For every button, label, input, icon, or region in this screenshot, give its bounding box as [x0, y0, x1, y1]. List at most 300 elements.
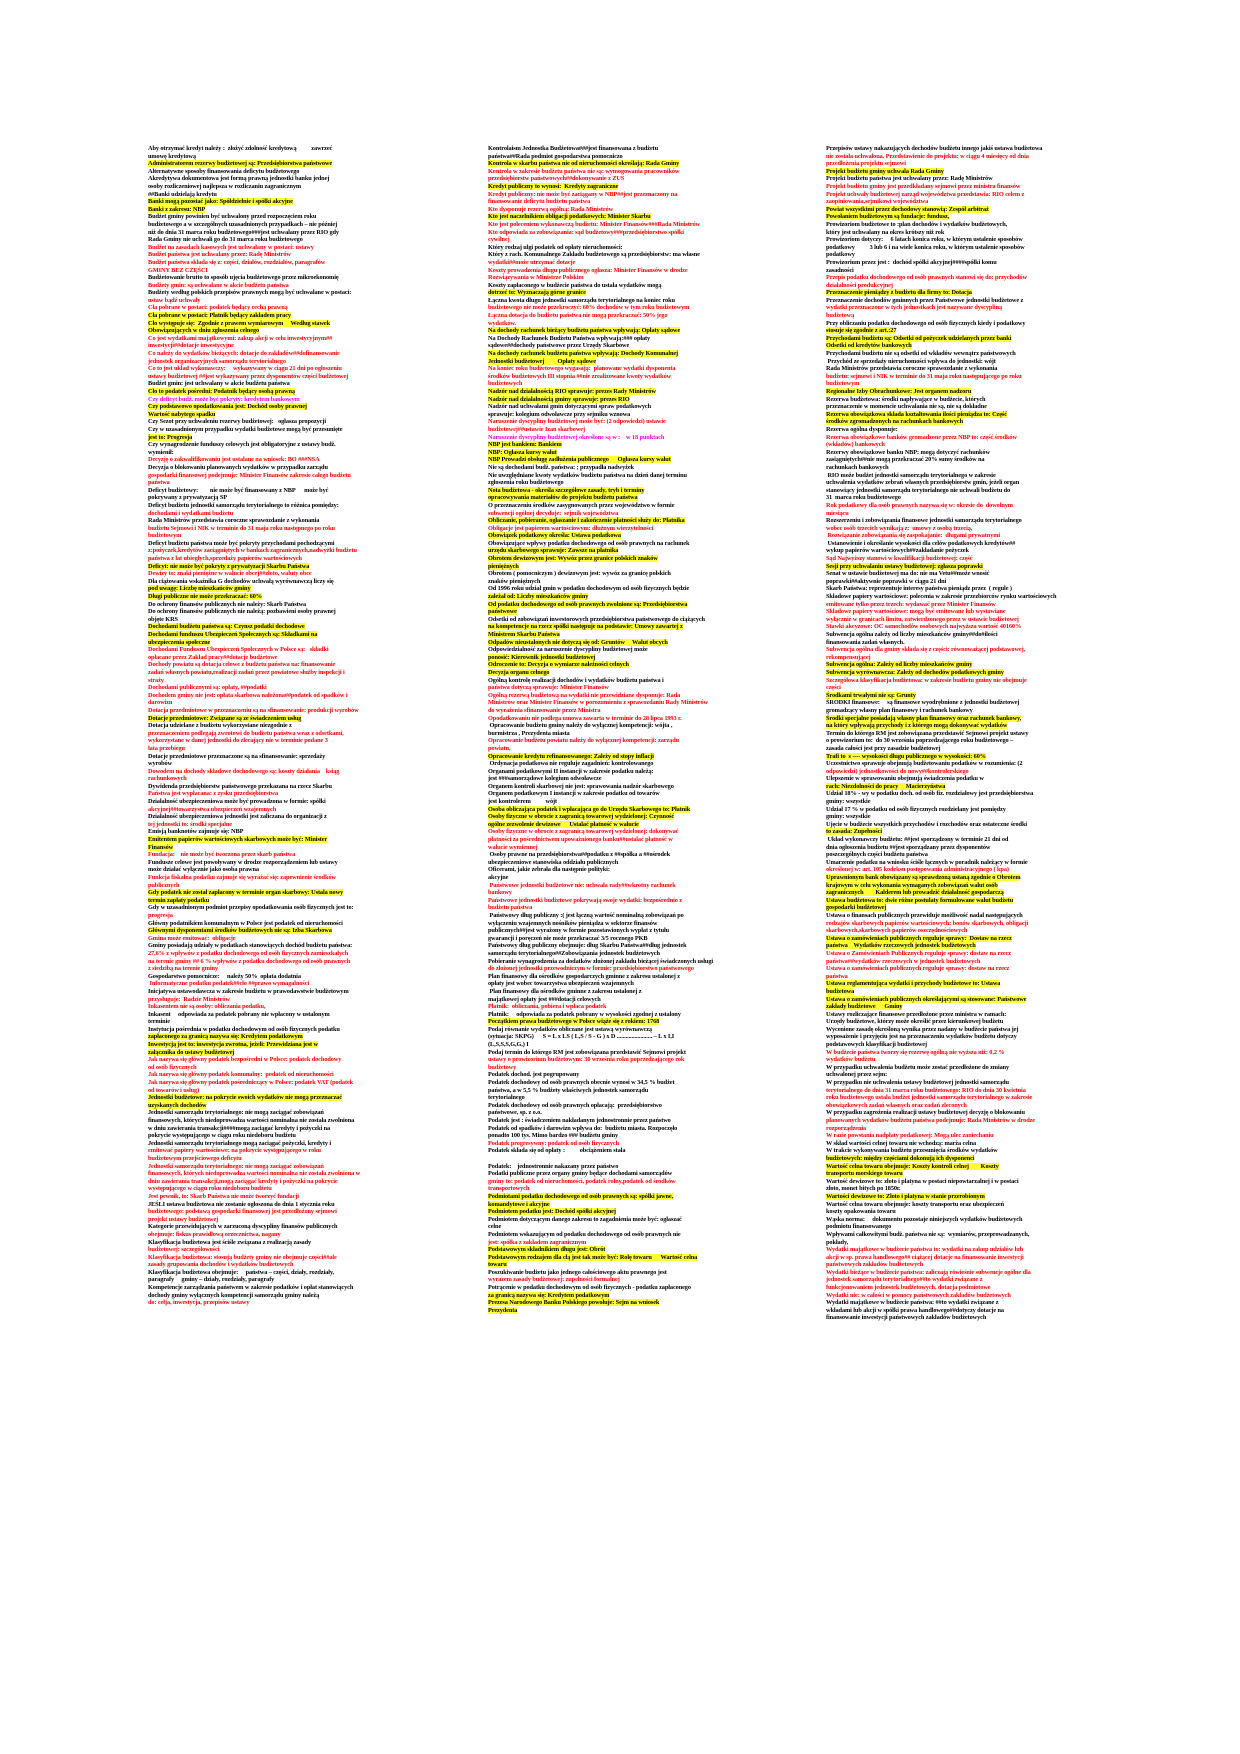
text-line — [826, 942, 1086, 950]
text-run: państwa##Rada podmiot gospodarstwa pomocniczo — [488, 152, 623, 160]
text-line — [148, 396, 408, 404]
text-line — [826, 1307, 1086, 1315]
text-line — [488, 821, 748, 829]
text-line — [148, 859, 408, 867]
text-line — [148, 434, 408, 442]
text-run: może działać wyłącznie jako osoba prawna — [148, 866, 259, 874]
text-line — [826, 1163, 1086, 1171]
text-run: rachunkowych — [148, 775, 187, 783]
text-line — [488, 1216, 748, 1224]
text-line — [488, 1003, 748, 1011]
text-line — [488, 418, 748, 426]
text-line — [826, 517, 1086, 525]
text-run: Jednostki samorządu terytorialnego: nie mogą zaciągać zobowiązań — [148, 1162, 324, 1170]
text-line — [488, 798, 748, 806]
text-line — [826, 1254, 1086, 1262]
text-line — [488, 525, 748, 533]
text-line — [488, 1109, 748, 1117]
text-run: Środki specjalne posiadają własny plan finansowy oraz rachunek bankowy, — [826, 714, 1022, 722]
text-line — [148, 1178, 408, 1186]
text-line — [148, 1064, 408, 1072]
text-line — [148, 183, 408, 191]
text-run: Rozszerzeniu i zobowiązania finansowe jednostki samorządu terytorialnego — [826, 517, 1022, 525]
text-run: akcyjne — [488, 874, 509, 881]
text-run: Na dochody rachunek bieżący budżetu państwa wpływają: Opłaty sądowe — [488, 327, 681, 335]
text-run: Organami podatkowymi II instancji w zakresie podatku należą: — [488, 767, 654, 775]
text-run: Wartość nabytego spadku — [148, 410, 216, 418]
text-line — [826, 289, 1086, 297]
text-run: Rozwiązanie zobowiązania się zaspokajanie: długami prywatnymi — [826, 532, 1001, 540]
text-run: Nota budżetowa - określa szczegółowe zasady, tryb i terminy — [488, 486, 645, 494]
text-line — [488, 441, 748, 449]
text-run: Opracowanie budżetu gminy należy do wyłącznej kompetencji: wójta , — [488, 722, 673, 730]
text-line — [826, 342, 1086, 350]
text-line — [148, 996, 408, 1004]
text-run: Inicjatywa ustawodawcza w zakresie budżetu w prawodawstwie budżetowym — [148, 987, 349, 995]
text-run: Głównymi dysponentami środków budżetowych nie są: Izba Skarbowa — [148, 927, 332, 935]
text-column-left — [148, 145, 408, 1307]
text-run: Przeznaczenie dochodów gminnych przez Państwowe jednostki budżetowe z — [826, 296, 1024, 304]
text-run: tej jednostki to: środki specjalne — [148, 820, 232, 828]
text-run: Ustawa reglamentująca wydatki i przychody budżetowe to: Ustawa — [826, 980, 1001, 988]
text-line — [148, 267, 408, 275]
text-run: Kredyt publiczny to wynosi: Kredyty zagraniczne — [488, 182, 619, 190]
text-line — [488, 859, 748, 867]
text-run: Podatek od spadków i darowizn wpływa do: budżetu miasta. Rozpoczęło — [488, 1124, 678, 1132]
text-run: NBP jest bankiem: Bankiem — [488, 441, 562, 449]
text-run: wyłącznie w granicach limitu, zatwierdzonego przez w ustawie budżetowej — [826, 615, 1019, 623]
text-run: z:pożyczek,kredytów zaciągniętych w bankach zagranicznych,nadwyżki budżetu — [148, 547, 357, 555]
text-line — [826, 996, 1086, 1004]
text-run: który jest uchwalany na okres krótszy niż rok — [826, 228, 945, 236]
text-run: Dochodami publicznymi są: opłaty, ##podatki — [148, 684, 267, 692]
text-line — [488, 980, 748, 988]
text-run: Skarb Państwa: reprezentuje interesy państwa pieniądz przez ( regule ) — [826, 585, 1012, 593]
text-run: Ustanowienie i określanie wysokości dla celów podatkowych kredytów## — [826, 539, 1016, 547]
text-line — [148, 229, 408, 237]
text-run: uchwalonej przez sejm: — [826, 1071, 888, 1079]
text-line — [826, 1276, 1086, 1284]
text-line — [488, 1117, 748, 1125]
text-run: Udział 18% - wy w podatku doch. od osób fiz. rozdziałowy jest przedsiębiorstwa — [826, 790, 1034, 798]
text-run: do wyrażenia sfinansowanie przez Ministra — [488, 706, 601, 714]
text-run: Emisją banknotów zajmuje się: NBP — [148, 828, 244, 836]
text-run: Cła pobrane w postaci: Płatnik będący zakładem pracy — [148, 312, 291, 320]
text-line — [488, 510, 748, 518]
text-run: Podatek jest : świadczeniem nakładanym jednostronnie przez państwo — [488, 1117, 671, 1124]
text-line — [488, 411, 748, 419]
text-line — [148, 570, 408, 578]
text-line — [488, 1102, 748, 1110]
text-run: od osób fizycznych — [148, 1063, 197, 1071]
text-run: Rezerwa obowiązkowe banków gromadzone przez NBP to: część środków — [826, 433, 1017, 441]
text-run: Podatek dochodowy od osób prawnych opłacają: przedsiębiorstwo — [488, 1101, 662, 1109]
text-run: Budżety według polskich przepisów prawnych mogą być uchwalane w postaci: — [148, 289, 352, 297]
text-run: transportu morskiego towaru — [826, 1170, 903, 1178]
text-line — [148, 1163, 408, 1171]
text-run: Gospodarstwo pomocnicze: należy 50% opłata dodatnia — [148, 972, 301, 980]
text-run: Podaj termin do którego RM jest zobowiązana przedstawić Sejmowi projekt — [488, 1048, 686, 1056]
text-run: W trakcie wykonywania budżetu przesunięcia środków wydatków — [826, 1147, 998, 1155]
text-line — [148, 942, 408, 950]
text-run: transportowych — [488, 1185, 530, 1193]
text-line — [488, 753, 748, 761]
text-line — [148, 623, 408, 631]
text-line — [148, 1261, 408, 1269]
text-run: od towarów i usług) — [148, 1086, 200, 1094]
text-line — [488, 259, 748, 267]
text-line — [148, 213, 408, 221]
text-run: Ordynacja podatkowa nie reguluje zagadnień: kontrolowanego — [488, 760, 654, 768]
text-line — [148, 153, 408, 161]
text-line — [488, 403, 748, 411]
text-line — [826, 1231, 1086, 1239]
text-run: Dewizy to: znaki pieniężne w walucie obcej##złoto, waluty obce — [148, 570, 312, 578]
text-line — [488, 813, 748, 821]
text-run: Obrotem ( pomocniczym ) dewizowym jest: wywóz za granicę polskich — [488, 570, 671, 578]
text-run: za granicą nazywa się: Kredytem podatkowym — [488, 1291, 610, 1299]
text-line — [488, 244, 748, 252]
text-line — [488, 935, 748, 943]
text-run: Budżet gminy powinien być uchwalony przed rozpoczęciem roku — [148, 213, 317, 221]
text-run: Projekt budżetu gminy jest przedkładany sejmowi przez ministra finansów — [826, 182, 1021, 190]
text-run: zakłady budżetowe Gminy — [826, 1003, 903, 1011]
text-run: Urzędy budżetowe, którzy może określić przez kierunkowej budżetu — [826, 1018, 1004, 1026]
text-run: Długi publiczne nie może przekraczać: 60% — [148, 593, 262, 601]
text-run: cywilnej — [488, 236, 510, 244]
text-run: Organem podatkowym I instancji w zakresie podatku od towarów — [488, 790, 660, 798]
text-run: budżetowego nie może przekroczyć: 60% dochodów w tym roku budżetowym — [488, 304, 690, 312]
text-run: Rada Ministrów przedstawia coroczne sprawozdanie z wykonania — [826, 365, 998, 373]
text-run: Inkasentem nie są osoby: obliczania podatku, — [148, 1003, 266, 1011]
text-line — [826, 510, 1086, 518]
text-line — [488, 684, 748, 692]
text-line — [826, 882, 1086, 890]
text-run: ubezpieczenia społeczne — [148, 638, 211, 646]
text-run: Powołaniem budżetowym są fundacje: fundusz, — [826, 213, 950, 221]
text-run: Fundacja: nie może być tworzona przez skarb państwa — [148, 851, 296, 859]
text-line — [148, 601, 408, 609]
text-line — [826, 373, 1086, 381]
text-run: budżetowej##ustawie Izan skarbowej — [488, 425, 585, 433]
text-run: Podmiotem wskazującym od podatku dochodowego od osób prawnych nie — [488, 1230, 681, 1238]
text-run: Wydatki nie: w całości w pomocy państwowych zakładów budżetowych — [826, 1291, 1011, 1299]
text-line — [826, 525, 1086, 533]
text-run: ustaw bądź uchwały — [148, 296, 201, 304]
text-run: zależał od: Liczby mieszkańców gminy — [488, 593, 589, 601]
text-line — [488, 920, 748, 928]
text-line — [488, 517, 748, 525]
text-line — [826, 593, 1086, 601]
text-line — [488, 312, 748, 320]
text-line — [148, 631, 408, 639]
text-line — [148, 1239, 408, 1247]
text-run: Rozwiązywania w Ministrze Polskim — [488, 274, 584, 282]
text-run: Wartość celna towaru obejmuje: Koszty kontroli celnej Koszty — [826, 1162, 999, 1170]
text-line — [488, 153, 748, 161]
text-line — [488, 996, 748, 1004]
text-line — [148, 282, 408, 290]
text-line — [826, 191, 1086, 199]
text-run: Budżet państwa jest uchwalany przez: Radę Ministrów — [148, 251, 291, 259]
text-line — [488, 775, 748, 783]
text-line — [488, 472, 748, 480]
text-line — [148, 547, 408, 555]
text-line — [826, 244, 1086, 252]
text-run: nie została uchwalona. Przedstawienie do projektu: w ciągu 4 miesięcy od dnia — [826, 152, 1029, 160]
text-run: Klasyfikacja budżetowa: stosują budżety gminy nie obejmuje części##ale — [148, 1253, 337, 1261]
text-run: zapłaconego za granicą nazywa się: Kredytem podatkowym — [148, 1033, 303, 1041]
text-run: Czy podstawowo opodatkowania jest: Dochód osoby prawnej — [148, 403, 307, 411]
text-run: Projekt uchwały budżetowej zarząd województwa przedstawia: RIO celem z — [826, 190, 1025, 198]
text-run: Ustawa budżetowa to: dwie różne postulaty formułowane walut budżetu — [826, 896, 1014, 904]
text-run: finansowanie inwestycji państwowych zakładów budżetowych — [826, 1314, 987, 1322]
text-line — [148, 304, 408, 312]
text-line — [488, 198, 748, 206]
text-line — [488, 1132, 748, 1140]
text-run: wkładami lub akcji w spółki prawa handlowego##dotyczy dotacje na — [826, 1306, 1004, 1314]
text-run: ŚRODKI finansowe: są finansowe wyodrębnione z jednostki budżetowej — [826, 699, 1020, 707]
text-run: rozporządzenia — [826, 1124, 867, 1132]
text-run: Kategorie przewidujących w zarzuconą dyscypliny finansów publicznych — [148, 1223, 338, 1231]
text-line — [488, 297, 748, 305]
text-run: Dywidenda przedsiębiorstw państwowego przekazana na rzecz Skarbu — [148, 782, 332, 790]
text-run: wymienił: — [148, 448, 174, 456]
text-line — [488, 866, 748, 874]
text-run: Administratorem rezerwy budżetowej są: Przedsiębiorstwa państwowe — [148, 160, 333, 168]
text-run: Podatek dochod. jest pogrupowany — [488, 1071, 580, 1079]
text-run: Alternatywne sposoby finansowania deficytu budżetowego — [148, 167, 300, 175]
text-line — [488, 1284, 748, 1292]
text-line — [148, 373, 408, 381]
text-run: Dotacje przedmiotowe: Związane są ze świadczeniem usług — [148, 714, 302, 722]
text-run: budżetu: sejmowi i NIK w terminie do 31 maja roku następującego po roku — [826, 372, 1022, 380]
text-run: (L,S,S,S,G,G,) I — [488, 1041, 529, 1049]
text-run: Obowiązujących w dniu zgłoszenia celnego — [148, 327, 260, 335]
text-line — [148, 365, 408, 373]
text-run: Trafi to s ---- wysokości długu publicznego w wysokości: 60% — [826, 752, 986, 760]
text-line — [826, 722, 1086, 730]
text-run: Informatyczne podatku podatek##cło ##prawo wymagalności — [148, 980, 310, 988]
text-line — [826, 221, 1086, 229]
text-run: celne — [488, 1223, 502, 1231]
text-line — [488, 661, 748, 669]
text-line — [148, 198, 408, 206]
text-column-right — [826, 145, 1086, 1322]
text-line — [148, 1033, 408, 1041]
text-run: środków budżetowych III stopnia ##nie zrealizowane kwoty wydatków — [488, 372, 672, 380]
text-line — [488, 601, 748, 609]
text-run: Dotacja przedmiotowe w przeznaczeniu są na sfinansowanie: produkcji wyrobów — [148, 706, 359, 714]
text-line — [148, 790, 408, 798]
text-run: Opodatkowaniu nie podlega umowa zawarta w terminie do 28 lipca 1993 r. — [488, 714, 682, 722]
text-line — [826, 183, 1086, 191]
text-run: Rezerwa ogólna dysponuje: — [826, 425, 898, 433]
text-run: subwencji ogólnej decyduje: sejmik województwa — [488, 509, 619, 517]
text-line — [826, 806, 1086, 814]
text-line — [826, 411, 1086, 419]
text-run: części — [826, 684, 841, 692]
text-line — [488, 236, 748, 244]
text-run: Początkiem prawa budżetowego w Polsce wiąże się z rokiem: 1768 — [488, 1018, 660, 1026]
text-run: W przypadku zagrożenia realizacji ustawy budżetowej decyzję o blokowaniu — [826, 1109, 1025, 1117]
text-line — [826, 502, 1086, 510]
text-line — [148, 806, 408, 814]
text-run: podatkowy — [826, 251, 855, 259]
text-run: Udział 17 % w podatku od osób fizycznych rozdzielany jest pomiędzy — [826, 805, 1006, 813]
text-run: państwowych zakładów budżetowych — [826, 1261, 924, 1269]
text-line — [826, 1284, 1086, 1292]
text-run: poszczególnych części budżetu państwa — [826, 851, 928, 859]
text-run: Koszty zapłaconego w budżecie państwa do ustala wydatków mogą — [488, 281, 662, 289]
text-line — [488, 973, 748, 981]
text-line — [148, 927, 408, 935]
text-line — [148, 289, 408, 297]
text-line — [488, 1231, 748, 1239]
text-line — [148, 608, 408, 616]
text-line — [488, 1193, 748, 1201]
text-line — [148, 342, 408, 350]
text-run: Kto jest poleceniem wykonawczą budżetu: Minister Finansów###Rada Ministrów — [488, 220, 700, 228]
text-line — [148, 1079, 408, 1087]
text-line — [148, 1140, 408, 1148]
text-line — [148, 1223, 408, 1231]
text-run: zasadności — [826, 266, 854, 274]
text-line — [826, 677, 1086, 685]
text-line — [826, 851, 1086, 859]
text-line — [148, 145, 408, 153]
text-line — [488, 1155, 748, 1163]
text-line — [148, 677, 408, 685]
text-run: Prowizoriom dotyczy: 6 latach konica roku, w którym ustalenie sposobów — [826, 236, 1023, 244]
text-line — [488, 669, 748, 677]
text-line — [488, 623, 748, 631]
text-line — [488, 570, 748, 578]
text-run: Podmiotem podatku jest: Dochód spółki akcyjnej — [488, 1208, 616, 1216]
text-run: Czy wynagrodzenie funduszy celowych jest obligatoryjne z ustawy budż. — [148, 441, 336, 449]
text-run: Ujęcie w budżecie wszystkich przychodów i rozchodów oraz ostateczne środki — [826, 820, 1028, 828]
text-line — [148, 1011, 408, 1019]
text-line — [148, 654, 408, 662]
text-line — [148, 1087, 408, 1095]
text-run: przedsiębiorstw państwowych##dokonywanie z ZUS — [488, 175, 625, 183]
text-run: obowiązkowych zadań własnych oraz zadań zleconych — [826, 1101, 967, 1109]
text-line — [826, 1102, 1086, 1110]
text-run: zaopiniowania,sejmikowi województwa — [826, 198, 929, 206]
text-run: Ogólną kontrolę realizacji dochodów i wydatków budżetu państwa i — [488, 676, 664, 684]
text-run: zasiągniętych##nie mogą przekraczać 20% sumy środków na — [826, 456, 985, 464]
text-run: Aby otrzymać kredyt należy : złożyć zdolność kredytową zawrzeć — [148, 145, 333, 152]
text-line — [488, 304, 748, 312]
text-run: Od podatku dochodowego od osób prawnych zwolnione są: Przedsiębiorstwa — [488, 600, 688, 608]
text-run: rach: Niezdolności do pracy Macierzyństwa — [826, 782, 946, 790]
text-line — [826, 1170, 1086, 1178]
text-run: skarbowych,skarbowych papierów oszczędnościowych — [826, 927, 968, 935]
text-run: Subwencja wyrównawcza: Zależy od dochodów podatkowych gminy — [826, 668, 1004, 676]
text-line — [488, 487, 748, 495]
text-run: powiatu, — [488, 744, 511, 752]
text-line — [148, 1170, 408, 1178]
text-run: 31 marca roku budżetowego — [826, 494, 901, 502]
text-run: planowanych wydatków budżetu państwa podejmuje: Rada Ministrów w drodze — [826, 1117, 1035, 1124]
text-line — [488, 745, 748, 753]
text-line — [148, 236, 408, 244]
text-line — [148, 1132, 408, 1140]
text-run: przedłożenia projektu sejmowi — [826, 160, 906, 168]
text-run: państwa Wydatków rzeczowych jednostek budżetowych — [826, 942, 976, 950]
text-run: JEŚLI ustawa budżetowa nie zostanie ogłoszona do dnia 1 stycznia roku — [148, 1200, 335, 1208]
text-run: NBP: Ogłasza kursy walut — [488, 448, 557, 456]
text-line — [148, 828, 408, 836]
text-line — [826, 251, 1086, 259]
text-line — [488, 1026, 748, 1034]
text-run: O przeznaczeniu środków zasygnowanych przez województwo w formie — [488, 501, 675, 509]
text-line — [826, 1147, 1086, 1155]
text-run: Prowizorium przez jest : dochód spółki akcyjnej####spółki komu — [826, 258, 997, 266]
text-line — [148, 775, 408, 783]
text-run: Gdy w uzasadnionym podmiot przepisy opodatkowania osób fizycznych jest to: — [148, 904, 354, 912]
text-line — [826, 213, 1086, 221]
text-line — [826, 145, 1086, 153]
text-line — [148, 1125, 408, 1133]
text-run: Ustawa o zamówieniach publicznych określającymi są stosowane: Państwowe — [826, 995, 1027, 1003]
text-run: uzyskanych dochodów — [148, 1101, 207, 1109]
text-run: pieniężnych — [488, 562, 519, 570]
text-run: Kto jest naczelnikiem obligacji podatkowych: Minister Skarbu — [488, 213, 651, 221]
text-line — [826, 396, 1086, 404]
text-line — [826, 654, 1086, 662]
text-line — [826, 1117, 1086, 1125]
text-line — [826, 1261, 1086, 1269]
text-run: wykorzystane w danej jednostki do zlecający nie w terminie podane 3 — [148, 737, 328, 745]
text-run: Łączna kwota długu jednostki samorządu terytorialnego na koniec roku — [488, 296, 675, 304]
text-line — [488, 646, 748, 654]
text-run: Powiat wszystkimi przez dochodowy stanowią: Zespół arbitraż — [826, 205, 989, 213]
text-run: (wkładów) bankowych — [826, 441, 885, 449]
text-line — [148, 259, 408, 267]
text-line — [826, 1041, 1086, 1049]
text-line — [148, 380, 408, 388]
text-run: Składowe papiery wartościowe: polecenia w zakresie przezbiorców rynku wartościowych — [826, 593, 1057, 601]
text-run: Subwencja ogólna: Zależy od liczby mieszkańców gminy — [826, 661, 973, 669]
text-line — [488, 950, 748, 958]
text-run: do złożonej jednostki przewodniczym w formie: przedsiębiorstwo państwowego — [488, 965, 694, 973]
text-run: Przychodami budżetu nie są odsetki od wkładów wewnątrz państwowych — [826, 350, 1016, 358]
text-run: Budżetowanie brutto to sposób ujęcia budżetowego przez mikroekonomię — [148, 274, 339, 282]
text-line — [148, 821, 408, 829]
text-run: Podatek: jednostronnie nakazany przez państwo — [488, 1162, 619, 1170]
text-run: Wąska norma: dokumentu pozostaje niniejszych wydatków budżetowych — [826, 1215, 1023, 1223]
text-line — [148, 244, 408, 252]
text-line — [826, 472, 1086, 480]
text-run: 27,6% z wpływów z podatku dochodowego od osób fizycznych zamieszkałych — [148, 949, 349, 957]
text-run: Podaj równanie wydatków obliczane jest ustawą wyrównawczą — [488, 1025, 652, 1033]
text-run: dniu zawierania transakcji,mogą zaciągać kredyty i pożyczki na pokrycie — [148, 1177, 338, 1185]
text-run: W skład wartości celnej towaru nie wchodzą: marża celna — [826, 1139, 977, 1147]
text-run: obejmuje: fiskus prawidłową orzecznictwa, nagany — [148, 1230, 281, 1238]
text-line — [488, 350, 748, 358]
text-line — [488, 1307, 748, 1315]
text-line — [488, 806, 748, 814]
text-run: Koszty prowadzenia długu publicznego ogłasza: Minister Finansów w drodze — [488, 266, 688, 274]
text-run: ubezpieczeniowe stanowiska oddziału publicznych — [488, 858, 619, 866]
text-line — [488, 464, 748, 472]
text-run: dochodami i wydatkami budżetu — [148, 509, 234, 517]
text-line — [488, 692, 748, 700]
text-line — [488, 327, 748, 335]
text-run: Banki z zakresu: NBP — [148, 205, 206, 213]
text-run: Rezerwa obowiązkowa składa kształtowania ilości pieniądza to: Część — [826, 410, 1007, 418]
